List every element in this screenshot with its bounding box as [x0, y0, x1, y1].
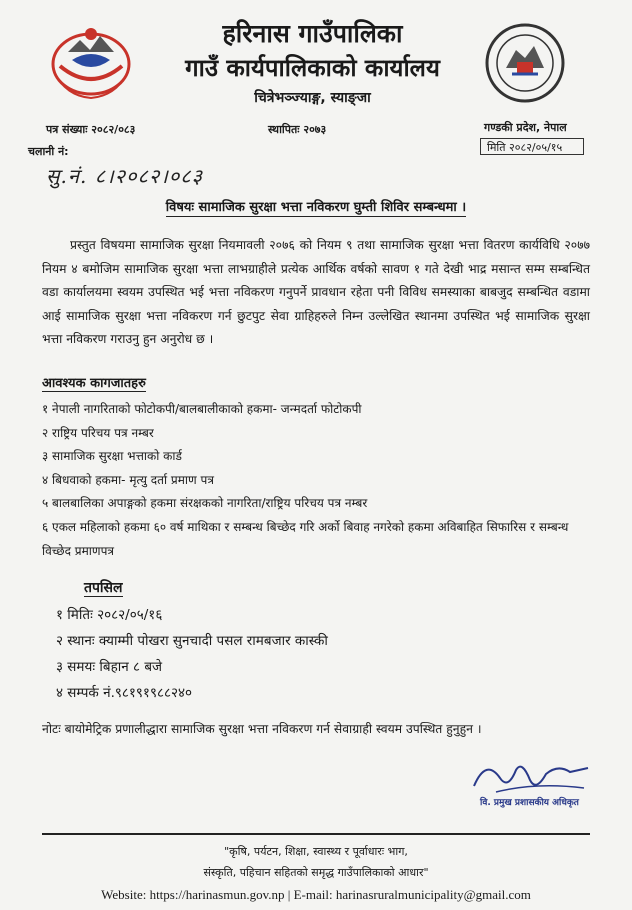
dispatch-number: चलानी नं:	[28, 145, 69, 158]
province-label: गण्डकी प्रदेश, नेपाल	[484, 121, 567, 134]
signatory-title: वि. प्रमुख प्रशासकीय अधिकृत	[480, 798, 579, 808]
subject-text: विषयः सामाजिक सुरक्षा भत्ता नविकरण घुम्ती शिविर सम्बन्धमा ।	[165, 200, 467, 215]
tapasil-heading	[84, 578, 123, 597]
footer-contact: Website: https://harinasmun.gov.np | E-mail: harinasruralmunicipality@gmail.com	[101, 887, 531, 902]
footer-divider	[42, 833, 590, 835]
office-address: चित्रेभञ्ज्याङ्ग, स्याङ्जा	[254, 90, 371, 106]
ref-number: पत्र संख्याः २०८२/०८३	[46, 123, 136, 136]
documents-heading-text: आवश्यक कागजातहरु	[42, 376, 146, 391]
documents-list	[42, 398, 592, 563]
list-item: २ स्थानः क्याम्मी पोखरा सुनचादी पसल रामबजार कास्की	[56, 633, 328, 649]
nepal-emblem-icon	[46, 22, 136, 102]
footer-slogan-line2: संस्कृति, पहिचान सहितको समृद्ध गाउँपालिकाको आधार"	[203, 866, 429, 879]
subject-line	[0, 199, 632, 217]
list-item: ५ बालबालिका अपाङ्गको हकमा संरक्षकको नागरिता/राष्ट्रिय परिचय पत्र नम्बर	[42, 496, 368, 511]
note-text: नोटः बायोमेट्रिक प्रणालीद्धारा सामाजिक सुरक्षा भत्ता नविकरण गर्न सेवाग्राही स्वयम उपस्थित हुनुहुन ।	[42, 722, 482, 736]
list-item: ६ एकल महिलाको हकमा ६० वर्ष माथिका र सम्बन्ध बिच्छेद गरि अर्को बिवाह नगरेको हकमा अविबाहित सिफारिस र सम्बन्ध विच्छेद प्रमाणपत्र	[42, 519, 569, 558]
tapasil-list	[42, 602, 328, 706]
documents-heading	[42, 373, 146, 391]
list-item: ३ सामाजिक सुरक्षा भत्ताको कार्ड	[42, 449, 182, 464]
list-item: २ राष्ट्रिय परिचय पत्र नम्बर	[42, 425, 154, 440]
letter-date: मिति २०८२/०५/१५	[480, 138, 584, 155]
established-year: स्थापितः २०७३	[268, 123, 327, 136]
body-paragraph: प्रस्तुत विषयमा सामाजिक सुरक्षा नियमावली २०७६ को नियम ९ तथा सामाजिक सुरक्षा भत्ता वितरण कार्यविधि २०७७ नियम ४ बमोजिम सामाजिक सुरक्षा भत्ता लाभग्राहीले प्रत्येक आर्थिक वर्षको सावण १ गते देखी भाद्र मसान्त सम्म सम्बन्धित वडा कार्यालयमा स्वयम उपस्थित भई भत्ता नविकरण गनुपर्ने प्रावधान रहेता पनी विविध समस्याका बाबजुद सम्बन्धित वडामा आई सामाजिक सुरक्षा भत्ता नविकरण गर्न छुटपुट सेवा ग्राहिहरुले निम्न उल्लेखित स्थानमा उपस्थित भई सामाजिक सुरक्षा भत्ता नविकरण गराउनु हुन अनुरोध छ ।	[42, 238, 590, 347]
list-item: ४ बिधवाको हकमा- मृत्यु दर्ता प्रमाण पत्र	[42, 472, 214, 487]
office-subtitle: गाउँ कार्यपालिकाको कार्यालय	[185, 54, 440, 82]
municipality-seal-icon	[484, 22, 566, 104]
list-item: १ नेपाली नागरिताको फोटोकपी/बालबालीकाको हकमा- जन्मदर्ता फोटोकपी	[42, 402, 362, 416]
list-item: १ मितिः २०८२/०५/१६	[56, 607, 163, 623]
list-item: ३ समयः बिहान ८ बजे	[56, 659, 163, 675]
list-item: ४ सम्पर्क नं.९८१९१९८८२४०	[56, 685, 193, 701]
tapasil-heading-text: तपसिल	[84, 580, 123, 596]
handwritten-reference: सु.नं. ८।२०८२।०८३	[46, 164, 204, 188]
footer-slogan-line1: "कृषि, पर्यटन, शिक्षा, स्वास्थ्य र पूर्वाधारः भाग,	[224, 845, 408, 858]
office-name: हरिनास गाउँपालिका	[222, 19, 403, 48]
